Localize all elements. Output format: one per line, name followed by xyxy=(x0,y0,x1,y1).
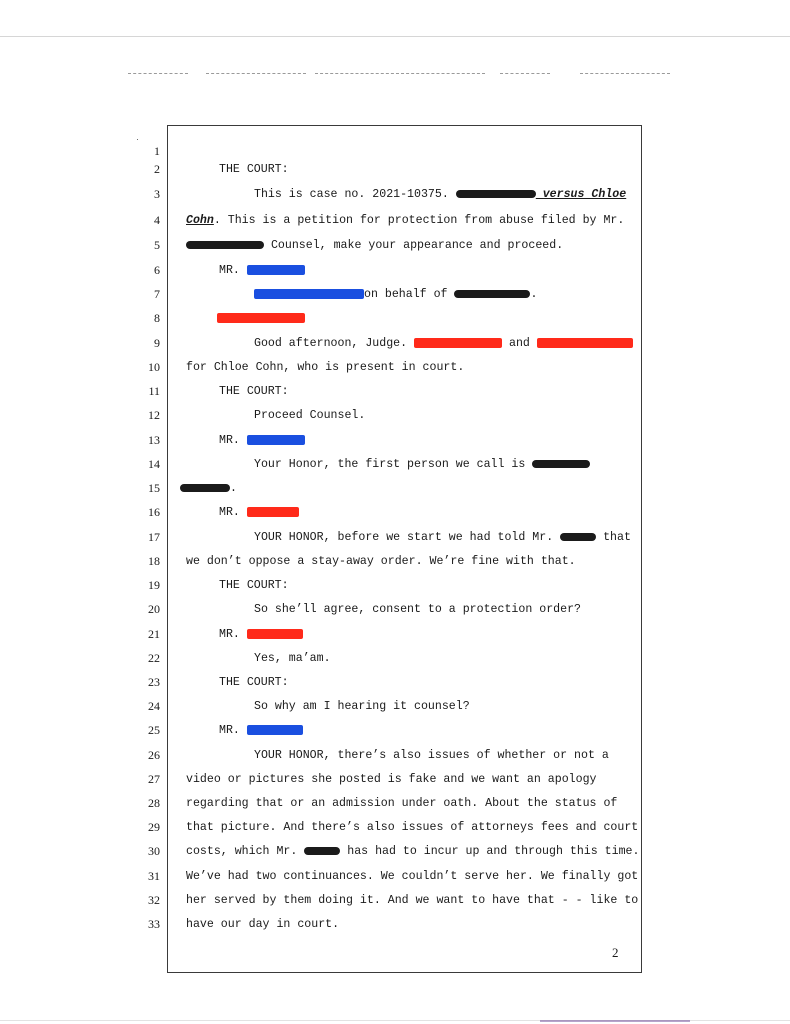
scan-tick-mark: · xyxy=(136,134,139,144)
line-number: 1 xyxy=(154,144,160,158)
case-party-name: Cohn xyxy=(186,214,214,227)
line-number: 20 xyxy=(148,602,160,616)
line-number: 12 xyxy=(148,408,160,422)
transcript-text: THE COURT: xyxy=(219,579,289,592)
redaction-bar-black xyxy=(180,484,230,492)
redaction-bar-red xyxy=(247,629,303,639)
line-number: 31 xyxy=(148,869,160,883)
transcript-line xyxy=(254,288,537,302)
transcript-text: Counsel, make your appearance and proceed. xyxy=(264,239,564,252)
line-number: 16 xyxy=(148,505,160,519)
transcript-line xyxy=(219,579,289,593)
transcript-line xyxy=(254,409,365,423)
line-number: 13 xyxy=(148,433,160,447)
transcript-text: We’ve had two continuances. We couldn’t serve her. We finally got xyxy=(186,870,639,883)
scan-header-dash xyxy=(206,73,306,74)
transcript-line xyxy=(254,700,470,714)
redaction-bar-black xyxy=(456,190,536,198)
redaction-bar-red xyxy=(217,313,305,323)
transcript-text: . xyxy=(230,482,237,495)
line-number: 22 xyxy=(148,651,160,665)
line-number-rule xyxy=(167,125,168,973)
line-number: 14 xyxy=(148,457,160,471)
transcript-text: THE COURT: xyxy=(219,676,289,689)
transcript-text: So she’ll agree, consent to a protection order? xyxy=(254,603,581,616)
line-number: 19 xyxy=(148,578,160,592)
line-number: 2 xyxy=(154,162,160,176)
line-number: 4 xyxy=(154,213,160,227)
scan-header-dash xyxy=(315,73,485,74)
transcript-line xyxy=(186,845,639,859)
line-number: 29 xyxy=(148,820,160,834)
redaction-bar-blue xyxy=(247,725,303,735)
transcript-line xyxy=(254,531,631,545)
transcript-text: and xyxy=(502,337,537,350)
transcript-line xyxy=(219,163,289,177)
line-number: 26 xyxy=(148,748,160,762)
scan-header-dash xyxy=(580,73,670,74)
line-number: 10 xyxy=(148,360,160,374)
transcript-text: costs, which Mr. xyxy=(186,845,305,858)
transcript-text: Good afternoon, Judge. xyxy=(254,337,415,350)
transcript-line xyxy=(186,773,597,787)
line-number: 7 xyxy=(154,287,160,301)
transcript-text: for Chloe Cohn, who is present in court. xyxy=(186,361,465,374)
transcript-text: MR. xyxy=(219,628,247,641)
transcript-text: that xyxy=(596,531,631,544)
line-number: 27 xyxy=(148,772,160,786)
transcript-line xyxy=(186,214,624,228)
transcript-text: Yes, ma’am. xyxy=(254,652,331,665)
transcript-text: MR. xyxy=(219,434,247,447)
redaction-bar-blue xyxy=(247,265,305,275)
transcript-line xyxy=(219,628,303,642)
transcript-text: YOUR HONOR, before we start we had told Mr. xyxy=(254,531,561,544)
transcript-text: regarding that or an admission under oath. About the status of xyxy=(186,797,618,810)
transcript-text: have our day in court. xyxy=(186,918,340,931)
transcript-text: Proceed Counsel. xyxy=(254,409,366,422)
line-number: 17 xyxy=(148,530,160,544)
transcript-line xyxy=(186,361,464,375)
line-number: 11 xyxy=(148,384,160,398)
transcript-text: THE COURT: xyxy=(219,385,289,398)
transcript-line xyxy=(219,264,305,278)
scan-edge-top xyxy=(0,36,790,37)
line-number: 3 xyxy=(154,187,160,201)
page-number: 2 xyxy=(612,945,619,960)
redaction-bar-black xyxy=(532,460,590,468)
line-number: 30 xyxy=(148,844,160,858)
line-number: 25 xyxy=(148,723,160,737)
transcript-line xyxy=(219,434,305,448)
transcript-text: THE COURT: xyxy=(219,163,289,176)
transcript-text: MR. xyxy=(219,724,247,737)
redaction-bar-black xyxy=(560,533,596,541)
transcript-line xyxy=(219,385,289,399)
line-number: 8 xyxy=(154,311,160,325)
transcript-text: has had to incur up and through this time. xyxy=(340,845,640,858)
line-number: 23 xyxy=(148,675,160,689)
transcript-text: . This is a petition for protection from abuse filed by Mr. xyxy=(213,214,625,227)
transcript-line xyxy=(180,482,237,496)
redaction-bar-red xyxy=(537,338,633,348)
transcript-line xyxy=(186,821,638,835)
transcript-line xyxy=(254,337,633,351)
transcript-line xyxy=(254,652,331,666)
transcript-line xyxy=(217,312,305,326)
transcript-line xyxy=(186,918,339,932)
redaction-bar-black xyxy=(304,847,340,855)
transcript-line xyxy=(186,797,617,811)
line-number: 33 xyxy=(148,917,160,931)
line-number: 6 xyxy=(154,263,160,277)
line-number: 9 xyxy=(154,336,160,350)
transcript-text: So why am I hearing it counsel? xyxy=(254,700,470,713)
line-number: 24 xyxy=(148,699,160,713)
transcript-line xyxy=(219,676,289,690)
transcript-text: MR. xyxy=(219,264,247,277)
line-number: 32 xyxy=(148,893,160,907)
transcript-text: MR. xyxy=(219,506,247,519)
transcript-text: Your Honor, the first person we call is xyxy=(254,458,533,471)
transcript-line xyxy=(186,870,638,884)
transcript-text: video or pictures she posted is fake and we want an apology xyxy=(186,773,597,786)
transcript-text: her served by them doing it. And we want to have that - - like to xyxy=(186,894,639,907)
transcript-text: on behalf of xyxy=(364,288,455,301)
scan-header-dash xyxy=(500,73,550,74)
transcript-line xyxy=(254,188,626,202)
transcript-text: YOUR HONOR, there’s also issues of whether or not a xyxy=(254,749,609,762)
redaction-bar-blue xyxy=(247,435,305,445)
scan-header-dash xyxy=(128,73,188,74)
line-number: 28 xyxy=(148,796,160,810)
redaction-bar-red xyxy=(247,507,299,517)
transcript-line xyxy=(254,458,590,472)
transcript-line xyxy=(219,724,303,738)
transcript-line xyxy=(219,506,299,520)
transcript-text: we don’t oppose a stay-away order. We’re fine with that. xyxy=(186,555,576,568)
transcript-text: that picture. And there’s also issues of attorneys fees and court xyxy=(186,821,639,834)
line-number: 18 xyxy=(148,554,160,568)
redaction-bar-red xyxy=(414,338,502,348)
redaction-bar-black xyxy=(186,241,264,249)
transcript-text: This is case no. 2021-10375. xyxy=(254,188,456,201)
redaction-bar-black xyxy=(454,290,530,298)
case-party-name: versus Chloe xyxy=(535,188,627,201)
line-number: 5 xyxy=(154,238,160,252)
line-number: 15 xyxy=(148,481,160,495)
transcript-line xyxy=(186,555,576,569)
scan-edge-bottom-tint xyxy=(540,1020,690,1022)
transcript-text: . xyxy=(530,288,538,301)
line-number: 21 xyxy=(148,627,160,641)
transcript-line xyxy=(254,603,581,617)
redaction-bar-blue xyxy=(254,289,364,299)
transcript-line xyxy=(254,749,609,763)
transcript-line xyxy=(186,239,563,253)
transcript-line xyxy=(186,894,638,908)
